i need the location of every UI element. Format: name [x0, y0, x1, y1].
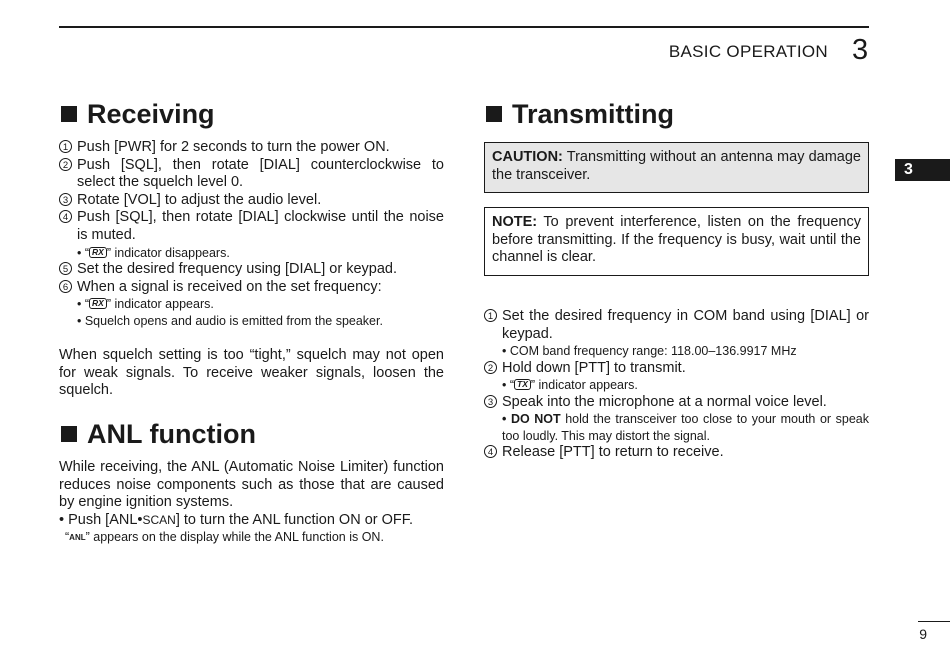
sub-bullet: • “ TX ” indicator appears. — [502, 378, 638, 393]
anl-description: While receiving, the ANL (Automatic Noise Limiter) function reduces noise components such as those that are caused by engine ignition systems. — [59, 459, 444, 511]
step-number-icon: 5 — [59, 262, 72, 275]
anl-push-bullet: • Push [ANL•SCAN] to turn the ANL function ON or OFF. — [59, 511, 414, 528]
step-number-icon: 2 — [59, 158, 72, 171]
anl-indicator-icon: ANL — [69, 533, 86, 543]
list-item: 4 Release [PTT] to return to receive. — [484, 444, 869, 462]
chapter-title: BASIC OPERATION — [668, 42, 828, 61]
list-item: 2 Push [SQL], then rotate [DIAL] counterclockwise to select the squelch level 0. — [59, 157, 444, 192]
square-bullet-icon — [61, 106, 77, 122]
list-item: 6 When a signal is received on the set frequency: — [59, 279, 444, 297]
list-item: 2 Hold down [PTT] to transmit. — [484, 360, 869, 378]
anl-display-note: “ANL” appears on the display while the ANL function is ON. — [65, 530, 384, 545]
right-column — [484, 97, 869, 462]
left-column — [59, 97, 444, 548]
footer-rule — [918, 621, 950, 622]
step-number-icon: 4 — [59, 210, 72, 223]
list-item: 5 Set the desired frequency using [DIAL] or keypad. — [59, 261, 444, 279]
chapter-side-tab: 3 — [895, 159, 950, 181]
sub-bullet: • “ RX ” indicator disappears. — [77, 245, 230, 260]
step-number-icon: 1 — [484, 309, 497, 322]
sub-bullet: • DO NOT hold the transceiver too close to your mouth or speak too loudly. This may distort the signal. — [502, 412, 869, 443]
square-bullet-icon — [486, 106, 502, 122]
page-number: 9 — [919, 626, 927, 642]
list-item: 3 Rotate [VOL] to adjust the audio level. — [59, 192, 444, 210]
transmitting-heading: Transmitting — [484, 97, 869, 131]
list-item: 4 Push [SQL], then rotate [DIAL] clockwise until the noise is muted. — [59, 209, 444, 244]
step-number-icon: 2 — [484, 361, 497, 374]
step-number-icon: 6 — [59, 280, 72, 293]
rx-indicator-icon: RX — [89, 247, 107, 258]
step-number-icon: 1 — [59, 140, 72, 153]
list-item: 1 Set the desired frequency in COM band using [DIAL] or keypad. — [484, 308, 869, 343]
list-item: 3 Speak into the microphone at a normal voice level. — [484, 394, 869, 412]
step-number-icon: 3 — [484, 395, 497, 408]
sub-bullet: • Squelch opens and audio is emitted from the speaker. — [77, 313, 383, 328]
chapter-number: 3 — [852, 34, 869, 66]
squelch-note: When squelch setting is too “tight,” squelch may not open for weak signals. To receive weaker signals, loosen the squelch. — [59, 347, 444, 399]
sub-bullet: • “ RX ” indicator appears. — [77, 297, 214, 312]
header-rule — [59, 26, 869, 28]
anl-heading: ANL function — [59, 417, 444, 451]
step-number-icon: 3 — [59, 193, 72, 206]
tx-indicator-icon: TX — [514, 379, 531, 390]
sub-bullet: • COM band frequency range: 118.00–136.9917 MHz — [502, 344, 797, 359]
list-item: 1 Push [PWR] for 2 seconds to turn the power ON. — [59, 139, 444, 157]
transmitting-steps — [484, 308, 869, 462]
step-number-icon: 4 — [484, 445, 497, 458]
caution-box: CAUTION: Transmitting without an antenna may damage the transceiver. — [484, 142, 869, 193]
square-bullet-icon — [61, 426, 77, 442]
receiving-heading: Receiving — [59, 97, 444, 131]
note-box: NOTE: To prevent interference, listen on the frequency before transmitting. If the frequency is busy, wait until the channel is clear. — [484, 207, 869, 276]
rx-indicator-icon: RX — [89, 298, 107, 309]
receiving-steps — [59, 139, 444, 329]
